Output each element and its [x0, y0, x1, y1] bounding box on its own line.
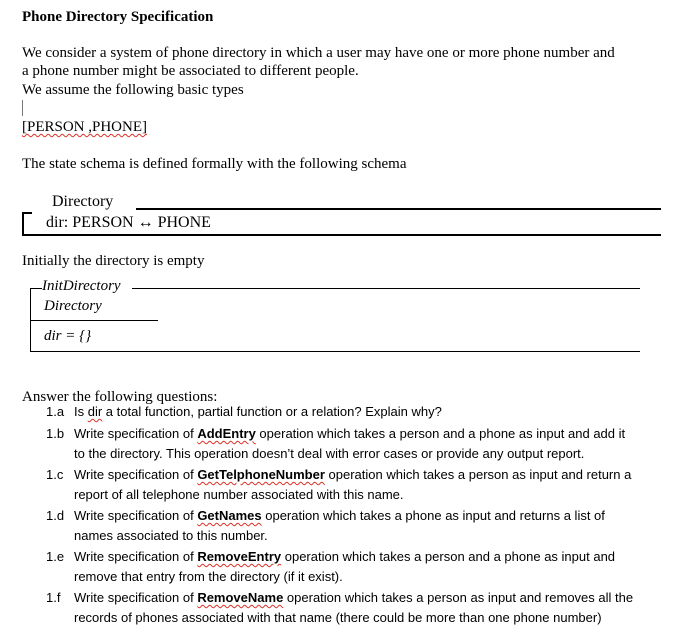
text-cursor — [22, 100, 23, 116]
schema-top-rule — [136, 208, 661, 210]
init-include: Directory — [44, 298, 102, 314]
question-text — [74, 506, 605, 526]
q-post: operation which takes a person and a phone as input and add it — [255, 426, 626, 441]
q-post: operation which takes a phone as input and returns a list of — [261, 508, 605, 523]
question-text-line2: names associated to this number. — [74, 528, 268, 543]
question-text-line2: report of all telephone number associated with this name. — [74, 487, 404, 502]
question-text-line2: to the directory. This operation doesn’t deal with error cases or provide any output report. — [74, 446, 585, 461]
q-operation: RemoveName — [197, 590, 284, 605]
basic-types-text: [PERSON ,PHONE] — [22, 119, 148, 135]
init-schema-name: InitDirectory — [42, 278, 121, 294]
q-pre: Is — [74, 404, 88, 419]
q-post: operation which takes a person as input and removes all the — [283, 590, 634, 605]
init-bottom-rule — [30, 351, 640, 352]
question-number: 1.d — [46, 508, 65, 523]
q-term: dir — [87, 404, 103, 419]
basic-types — [22, 118, 147, 136]
question-number: 1.f — [46, 590, 61, 605]
question-number: 1.c — [46, 467, 64, 482]
question-text — [74, 547, 615, 567]
question-text-line2: records of phones associated with that name (there could be more than one phone number) — [74, 610, 602, 625]
question-text — [74, 424, 625, 444]
init-divider — [30, 320, 158, 321]
question-number: 1.a — [46, 404, 65, 419]
page-title: Phone Directory Specification — [22, 9, 214, 25]
question-number: 1.e — [46, 549, 65, 564]
q-post: operation which takes a person and a phone as input and — [281, 549, 616, 564]
q-post: a total function, partial function or a relation? Explain why? — [102, 404, 442, 419]
q-pre: Write specification of — [74, 508, 198, 523]
question-number: 1.b — [46, 426, 65, 441]
q-post: operation which takes a person as input and return a — [324, 467, 632, 482]
q-operation: GetTelphoneNumber — [197, 467, 325, 482]
schema-bottom-rule — [22, 234, 661, 236]
init-left-tick — [30, 288, 42, 289]
q-operation: AddEntry — [197, 426, 256, 441]
init-predicate: dir = {} — [44, 328, 92, 344]
question-text — [74, 402, 442, 422]
q-pre: Write specification of — [74, 467, 198, 482]
q-operation: RemoveEntry — [197, 549, 282, 564]
q-pre: Write specification of — [74, 549, 198, 564]
intro-line-1: We consider a system of phone directory in which a user may have one or more phone number and — [22, 45, 615, 61]
question-text-line2: remove that entry from the directory (if it exist). — [74, 569, 343, 584]
questions-title: Answer the following questions: — [22, 389, 218, 405]
initial-text: Initially the directory is empty — [22, 253, 205, 269]
schema-left-tick — [22, 212, 32, 214]
decl-prefix: dir: PERSON — [46, 214, 134, 231]
question-text — [74, 465, 631, 485]
question-text — [74, 588, 633, 608]
schema-declaration — [46, 214, 211, 232]
q-pre: Write specification of — [74, 426, 198, 441]
q-pre: Write specification of — [74, 590, 198, 605]
relation-arrow-icon: ↔ — [137, 214, 154, 231]
intro-line-3: We assume the following basic types — [22, 82, 244, 98]
intro-line-2: a phone number might be associated to different people. — [22, 63, 359, 79]
state-intro: The state schema is defined formally with the following schema — [22, 156, 407, 172]
schema-left-bar — [22, 212, 24, 234]
q-operation: GetNames — [197, 508, 262, 523]
init-top-rule — [132, 288, 640, 289]
schema-name: Directory — [52, 193, 114, 210]
decl-suffix: PHONE — [157, 214, 211, 231]
